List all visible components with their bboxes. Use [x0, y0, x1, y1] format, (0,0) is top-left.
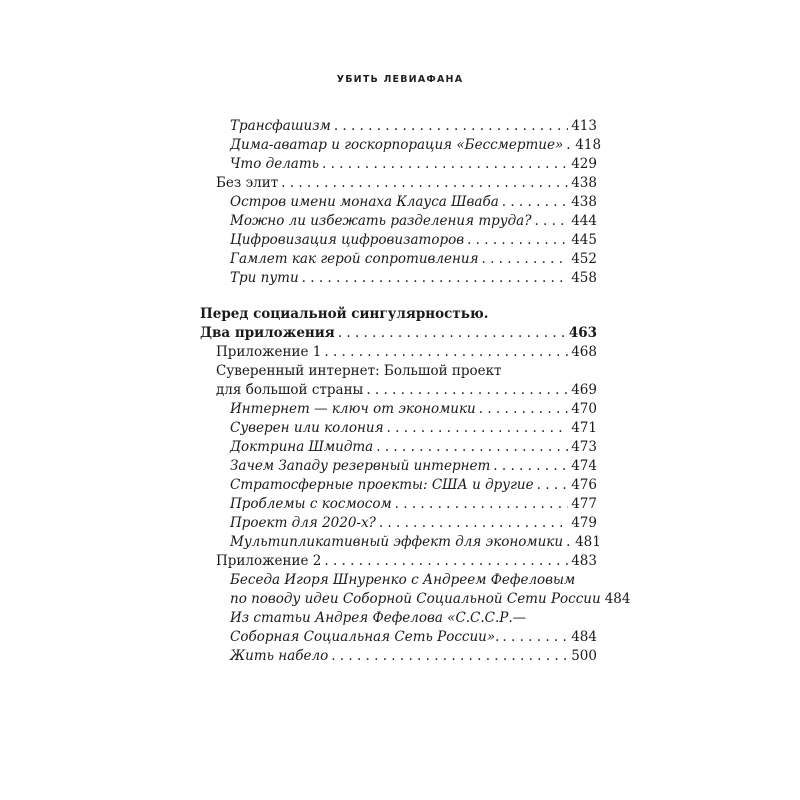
toc-entry-title: Соборная Социальная Сеть России». [230, 629, 500, 645]
toc-entry [216, 174, 597, 193]
dot-leader [324, 343, 568, 362]
toc-entry-title: Зачем Западу резервный интернет [230, 458, 491, 474]
toc-entry-title: Проект для 2020-х? [230, 515, 376, 531]
toc-entry-page: 418 [575, 137, 602, 153]
toc-entry [230, 155, 597, 174]
toc-entry-page: 413 [571, 118, 597, 134]
toc-entry-page: 463 [568, 325, 597, 341]
toc-entry [230, 476, 597, 495]
dot-leader [324, 552, 568, 571]
toc-entry-page: 438 [571, 175, 597, 191]
dot-leader [379, 514, 568, 533]
toc-entry-title: Мультипликативный эффект для экономики [230, 534, 564, 550]
toc-entry-page: 444 [571, 213, 597, 229]
toc-entry-title: Два приложения [200, 325, 335, 341]
toc-entry-page: 429 [571, 156, 597, 172]
toc-entry-title: Что делать [230, 156, 319, 172]
toc-entry-page: 445 [571, 232, 597, 248]
toc-entry-page: 484 [571, 629, 597, 645]
toc-entry-title: Остров имени монаха Клауса Шваба [230, 194, 499, 210]
toc-entry [216, 343, 597, 362]
toc-entry-page: 477 [571, 496, 597, 512]
toc-entry-title: Доктрина Шмидта [230, 439, 374, 455]
dot-leader [322, 155, 568, 174]
toc-entry-title: Приложение 2 [216, 553, 322, 569]
toc-entry-title-line1: Беседа Игоря Шнуренко с Андреем Фефеловым [230, 572, 576, 588]
toc-entry-title: Три пути [230, 270, 299, 286]
toc-entry-title: Стратосферные проекты: США и другие [230, 477, 534, 493]
toc-entry [230, 400, 597, 419]
toc-entry-page: 470 [571, 401, 597, 417]
toc-entry-title: для большой страны [216, 382, 364, 398]
dot-leader [537, 476, 569, 495]
dot-leader [387, 419, 569, 438]
toc-entry-title: Трансфашизм [230, 118, 331, 134]
toc-entry-page: 479 [571, 515, 597, 531]
toc-entry [230, 457, 597, 476]
dot-leader [376, 438, 568, 457]
toc-entry [230, 250, 597, 269]
toc-entry-page: 452 [571, 251, 597, 267]
toc-entry-title: Дима-аватар и госкорпорация «Бессмертие» [230, 137, 564, 153]
toc-section-title-line1: Перед социальной сингулярностью. [200, 306, 489, 322]
toc-entry [230, 269, 597, 288]
toc-entry [230, 231, 597, 250]
toc-entry-title: Цифровизация цифровизаторов [230, 232, 465, 248]
dot-leader [534, 212, 568, 231]
toc-entry [230, 438, 597, 457]
toc-entry [230, 117, 597, 136]
dot-leader [566, 136, 572, 155]
dot-leader [502, 628, 568, 647]
running-head: УБИТЬ ЛЕВИАФАНА [336, 74, 464, 85]
dot-leader [479, 400, 568, 419]
toc-entry [230, 628, 597, 647]
toc-entry-title-line1: Суверенный интернет: Большой проект [216, 363, 502, 379]
toc-entry-title: по поводу идеи Соборной Социальной Сети России [230, 591, 601, 607]
toc-section-entry [200, 324, 597, 343]
toc-entry-title: Жить набело [230, 648, 329, 664]
toc-entry-title: Суверен или колония [230, 420, 384, 436]
toc-entry-title: Гамлет как герой сопротивления [230, 251, 479, 267]
dot-leader [566, 533, 572, 552]
dot-leader [493, 457, 568, 476]
dot-leader [334, 117, 568, 136]
toc-entry-page: 458 [571, 270, 597, 286]
dot-leader [395, 495, 569, 514]
toc-entry [230, 212, 597, 231]
toc-entry [230, 533, 601, 552]
toc-entry-page: 484 [604, 591, 631, 607]
toc-entry [230, 193, 597, 212]
toc-entry [230, 495, 597, 514]
toc-entry-title: Интернет — ключ от экономики [230, 401, 476, 417]
toc-entry-title: Можно ли избежать разделения труда? [230, 213, 532, 229]
toc-entry-page: 481 [575, 534, 601, 550]
dot-leader [366, 381, 568, 400]
toc-entry-page: 474 [571, 458, 597, 474]
toc-entry-page: 469 [571, 382, 597, 398]
toc-entry [216, 381, 597, 400]
dot-leader [502, 193, 568, 212]
toc-entry-page: 438 [571, 194, 597, 210]
toc-entry-page: 483 [571, 553, 597, 569]
toc-entry-title: Проблемы с космосом [230, 496, 392, 512]
toc-entry-title: Без элит [216, 175, 279, 191]
dot-leader [281, 174, 568, 193]
dot-leader [482, 250, 569, 269]
toc-entry-page: 471 [571, 420, 597, 436]
dot-leader [467, 231, 568, 250]
dot-leader [302, 269, 569, 288]
dot-leader [331, 647, 568, 666]
toc-entry-page: 468 [571, 344, 597, 360]
toc-entry-page: 473 [571, 439, 597, 455]
toc-entry [230, 419, 597, 438]
toc-entry-page: 500 [571, 648, 597, 664]
toc-entry [230, 590, 631, 609]
toc-entry-title-line1: Из статьи Андрея Фефелова «С.С.С.Р.— [230, 610, 527, 626]
toc-entry-page: 476 [571, 477, 597, 493]
toc-entry-title: Приложение 1 [216, 344, 322, 360]
dot-leader [338, 324, 566, 343]
toc-entry [216, 552, 597, 571]
toc-entry [230, 647, 597, 666]
toc-entry [230, 514, 597, 533]
toc-entry [230, 136, 602, 155]
